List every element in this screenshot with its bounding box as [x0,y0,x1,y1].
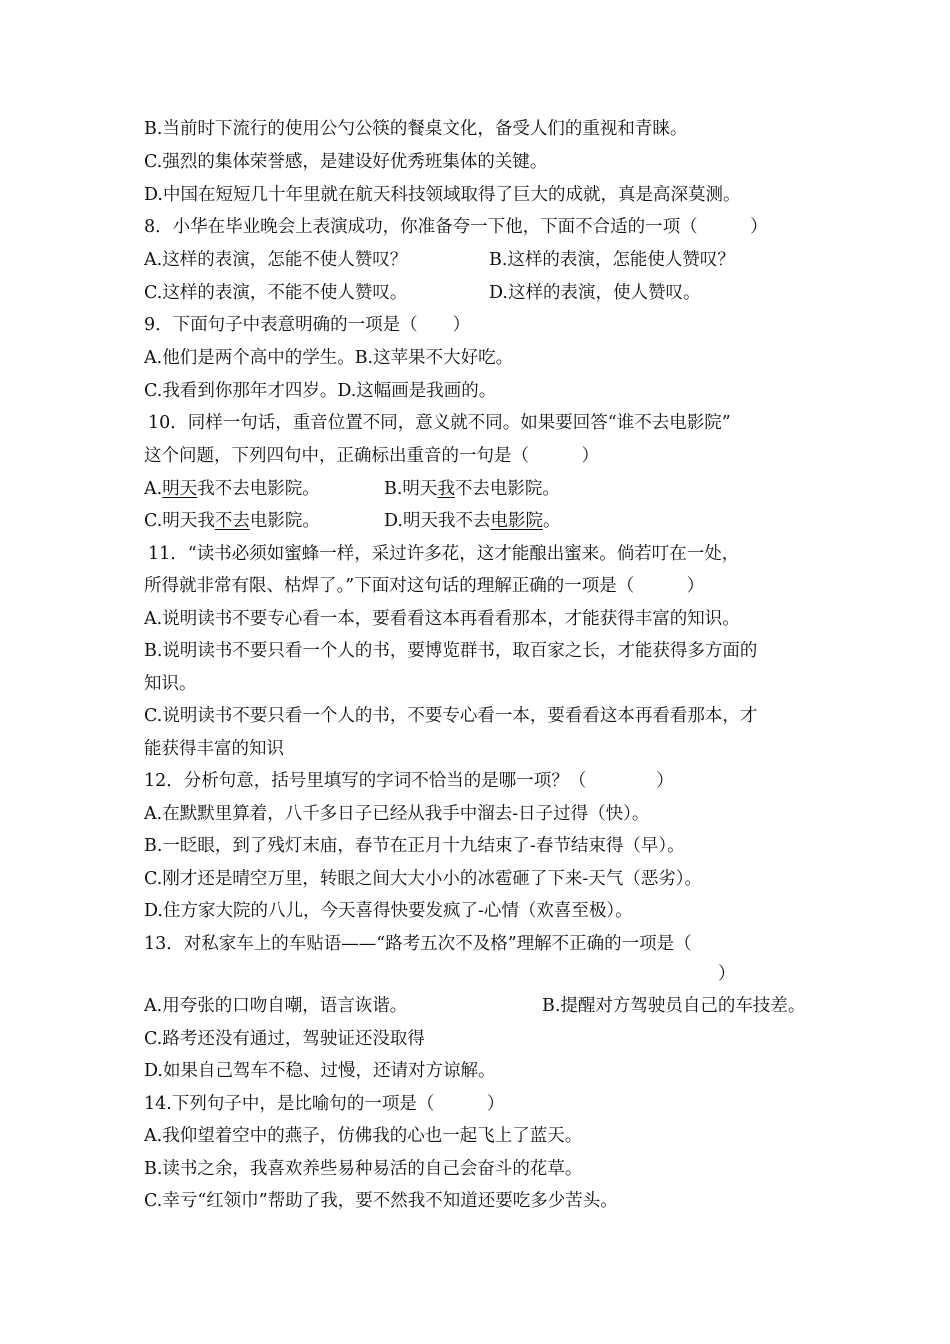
question-10-line1: 10．同样一句话，重音位置不同，意义就不同。如果要回答“谁不去电影院” [148,413,731,433]
question-12: 12．分析句意，括号里填写的字词不恰当的是哪一项？（ ） [144,771,674,791]
question-10-line2: 这个问题，下列四句中，正确标出重音的一句是（ ） [144,446,599,466]
q10-option-a [144,478,320,500]
q10c-suffix: 电影院。 [249,511,320,531]
q10d-prefix: D.明天我不去 [384,511,491,531]
q13-option-a: A.用夸张的口吻自嘲，语言诙谐。 [144,996,408,1016]
q13-option-c: C.路考还没有通过，驾驶证还没取得 [144,1029,425,1049]
q8-option-a: A.这样的表演，怎能不使人赞叹？ [144,250,408,270]
q14-option-b: B.读书之余，我喜欢养些易种易活的自己会奋斗的花草。 [144,1159,583,1179]
question-8: 8．小华在毕业晚会上表演成功，你准备夸一下他，下面不合适的一项（ ） [144,217,768,237]
q10b-prefix: B.明天 [384,479,438,499]
q10a-suffix: 我不去电影院。 [197,479,320,499]
q12-option-d: D.住方家大院的八儿，今天喜得快要发疯了-心情（欢喜至极）。 [144,901,633,921]
q10-option-c [144,510,320,532]
q11-option-c-line1: C.说明读书不要只看一个人的书，不要专心看一本，要看看这本再看看那本，才 [144,706,758,726]
q12-option-c: C.刚才还是晴空万里，转眼之间大大小小的冰雹砸了下来-天气（恶劣）。 [144,869,702,889]
option-b-q7: B.当前时下流行的使用公勺公筷的餐桌文化，备受人们的重视和青睐。 [144,119,688,139]
q13-option-b: B.提醒对方驾驶员自己的车技差。 [542,996,806,1016]
question-13-bracket: ） [718,964,736,984]
q11-option-b-line2: 知识。 [144,674,197,694]
q10-option-b [384,478,560,500]
option-c-q7: C.强烈的集体荣誉感，是建设好优秀班集体的关键。 [144,152,548,172]
q10a-underlined: 明天 [162,479,198,499]
q10c-underlined: 不去 [214,511,250,531]
question-14: 14.下列句子中，是比喻句的一项是（ ） [144,1094,505,1114]
q12-option-b: B.一眨眼，到了残灯末庙，春节在正月十九结束了-春节结束得（早）。 [144,836,685,856]
q11-option-a: A.说明读书不要专心看一本，要看看这本再看看那本，才能获得丰富的知识。 [144,609,740,629]
q10b-suffix: 不去电影院。 [454,479,560,499]
q10d-underlined: 电影院 [490,511,543,531]
q13-option-d: D.如果自己驾车不稳、过慢，还请对方谅解。 [144,1061,496,1081]
q9-options-ab: A.他们是两个高中的学生。B.这苹果不大好吃。 [144,348,514,368]
q10-option-d [384,510,560,532]
q14-option-a: A.我仰望着空中的燕子，仿佛我的心也一起飞上了蓝天。 [144,1126,583,1146]
q14-option-c: C.幸亏“红领巾”帮助了我，要不然我不知道还要吃多少苦头。 [144,1191,618,1211]
q10b-underlined: 我 [437,479,455,499]
q8-option-d: D.这样的表演，使人赞叹。 [489,283,701,303]
q10a-prefix: A. [144,479,163,499]
option-d-q7: D.中国在短短几十年里就在航天科技领域取得了巨大的成就，真是高深莫测。 [144,185,741,205]
q8-option-b: B.这样的表演，怎能使人赞叹？ [489,250,735,270]
question-11-line2: 所得就非常有限、枯焊了。”下面对这句话的理解正确的一项是（ ） [144,576,705,596]
q10c-prefix: C.明天我 [144,511,215,531]
q9-options-cd: C.我看到你那年才四岁。D.这幅画是我画的。 [144,381,497,401]
q8-option-c: C.这样的表演，不能不使人赞叹。 [144,283,408,303]
q11-option-b-line1: B.说明读书不要只看一个人的书，要博览群书，取百家之长，才能获得多方面的 [144,641,758,661]
q12-option-a: A.在默默里算着，八千多日子已经从我手中溜去-日子过得（快）。 [144,804,650,824]
q10d-suffix: 。 [542,511,561,531]
question-13-line1: 13．对私家车上的车贴语——“路考五次不及格”理解不正确的一项是（ [144,934,692,954]
question-9: 9．下面句子中表意明确的一项是（ ） [144,315,471,335]
q11-option-c-line2: 能获得丰富的知识 [144,739,284,759]
question-11-line1: 11．“读书必须如蜜蜂一样，采过许多花，这才能酿出蜜来。倘若叮在一处， [148,544,740,564]
